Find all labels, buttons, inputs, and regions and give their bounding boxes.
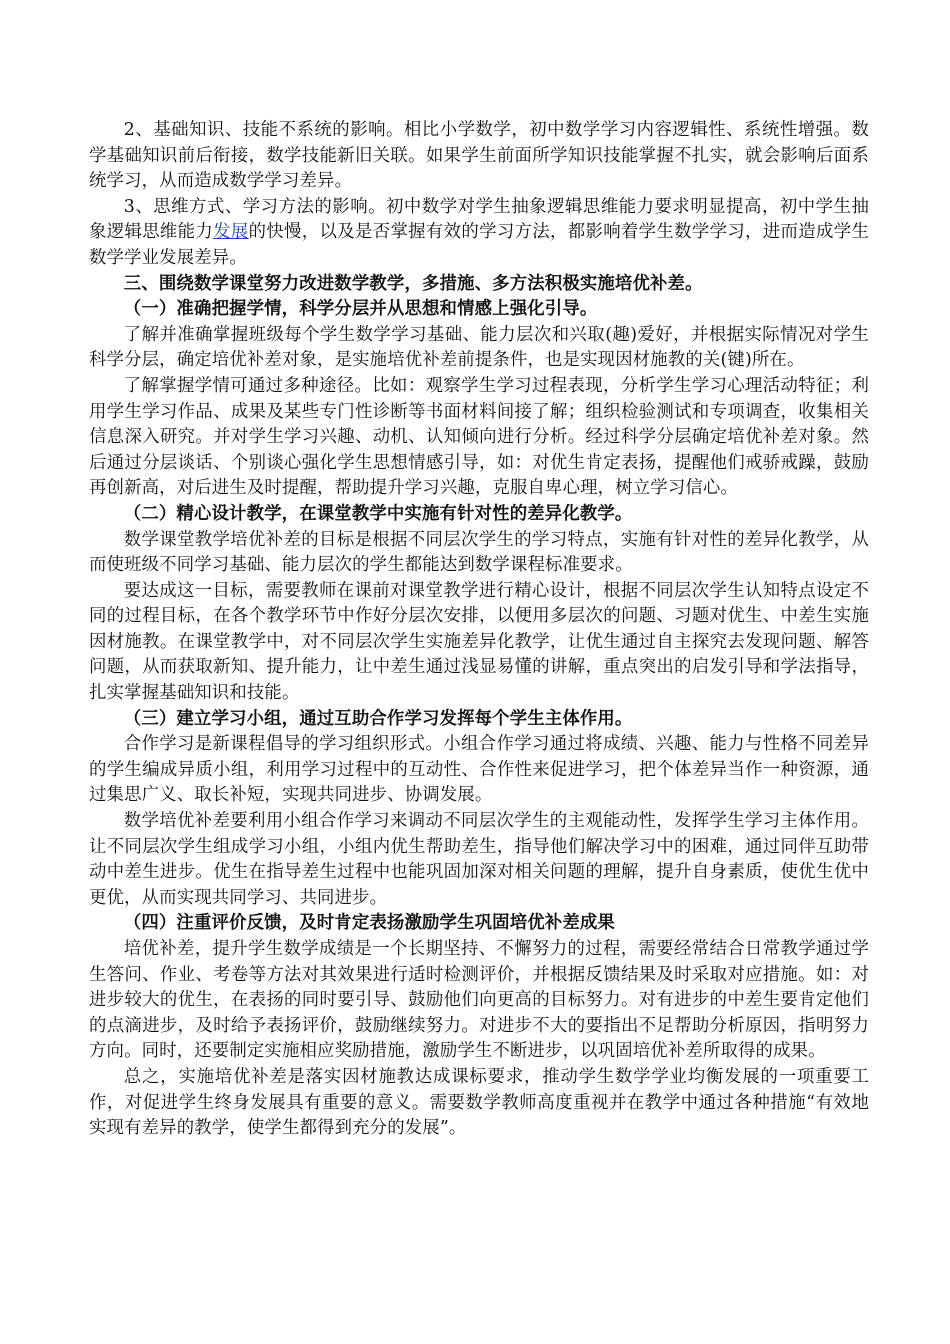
- paragraph-basic-knowledge: 2、基础知识、技能不系统的影响。相比小学数学，初中数学学习内容逻辑性、系统性增强。数学基础知识前后衔接，数学技能新旧关联。如果学生前面所学知识技能掌握不扎实，就会影响后面系统学习，从而造成数学学习差异。: [89, 120, 869, 192]
- subheading-four: （四）注重评价反馈，及时肯定表扬激励学生巩固培优补差成果: [123, 913, 615, 934]
- paragraph-lesson-design: 要达成这一目标，需要教师在课前对课堂教学进行精心设计，根据不同层次学生认知特点设定不同的过程目标，在各个教学环节中作好分层次安排，以便用多层次的问题、习题对优生、中差生实施因材施教。在课堂教学中，对不同层次学生实施差异化教学，让优生通过自主探究去发现问题、解答问题，从而获取新知、提升能力，让中差生通过浅显易懂的讲解，重点突出的启发引导和学法指导，扎实掌握基础知识和技能。: [89, 580, 869, 704]
- section-heading-three: 三、围绕数学课堂努力改进数学教学，多措施、多方法积极实施培优补差。: [123, 273, 703, 294]
- paragraph-thinking-methods: [89, 195, 869, 272]
- paragraph-teaching-goal: 数学课堂教学培优补差的目标是根据不同层次学生的学习特点，实施有针对性的差异化教学，从而使班级不同学习基础、能力层次的学生都能达到数学课程标准要求。: [89, 529, 869, 576]
- subheading-three: （三）建立学习小组，通过互助合作学习发挥每个学生主体作用。: [123, 708, 633, 729]
- paragraph-cooperative-learning: 合作学习是新课程倡导的学习组织形式。小组合作学习通过将成绩、兴趣、能力与性格不同差异的学生编成异质小组，利用学习过程中的互动性、合作性来促进学习，把个体差异当作一种资源，通过集思广义、取长补短，实现共同进步、协调发展。: [89, 734, 869, 806]
- paragraph-learning-situation: 了解掌握学情可通过多种途径。比如：观察学生学习过程表现，分析学生学习心理活动特征；利用学生学习作品、成果及某些专门性诊断等书面材料间接了解；组织检验测试和专项调查，收集相关信息深入研究。并对学生学习兴趣、动机、认知倾向进行分析。经过科学分层确定培优补差对象。然后通过分层谈话、个别谈心强化学生思想情感引导，如：对优生肯定表扬，提醒他们戒骄戒躁，鼓励再创新高，对后进生及时提醒，帮助提升学习兴趣，克服自卑心理，树立学习信心。: [89, 375, 869, 499]
- subheading-two: （二）精心设计教学，在课堂教学中实施有针对性的差异化教学。: [123, 503, 633, 524]
- paragraph-understand-students: 了解并准确掌握班级每个学生数学学习基础、能力层次和兴取(趣)爱好，并根据实际情况对学生科学分层，确定培优补差对象，是实施培优补差前提条件，也是实现因材施教的关(键)所在。: [89, 324, 869, 371]
- paragraph-conclusion: 总之，实施培优补差是落实因材施教达成课标要求，推动学生数学学业均衡发展的一项重要工作，对促进学生终身发展具有重要的意义。需要数学教师高度重视并在教学中通过各种措施“有效地实现有差异的教学，使学生都得到充分的发展”。: [89, 1066, 869, 1139]
- paragraph-group-learning: 数学培优补差要利用小组合作学习来调动不同层次学生的主观能动性，发挥学生学习主体作用。让不同层次学生组成学习小组，小组内优生帮助差生，指导他们解决学习中的困难，通过同伴互助带动中差生进步。优生在指导差生过程中也能巩固加深对相关问题的理解，提升自身素质，使优生优中更优，从而实现共同学习、共同进步。: [89, 811, 869, 908]
- development-link[interactable]: 发展: [213, 222, 249, 243]
- paragraph-text: 的快慢，以及是否掌握有效的学习方法，都影响着学生数学学习，进而造成学生数学学业发展差异。: [89, 222, 869, 268]
- paragraph-text: 3、思维方式、学习方法的影响。初中数学对学生抽象逻辑思维能力要求明显提高，初中学生抽象逻辑思维能力: [89, 196, 869, 243]
- document-body: [89, 118, 869, 1142]
- paragraph-evaluation-feedback: 培优补差，提升学生数学成绩是一个长期坚持、不懈努力的过程，需要经常结合日常教学通过学生答问、作业、考卷等方法对其效果进行适时检测评价，并根据反馈结果及时采取对应措施。如：对进步较大的优生，在表扬的同时要引导、鼓励他们向更高的目标努力。对有进步的中差生要肯定他们的点滴进步，及时给予表扬评价，鼓励继续努力。对进步不大的要指出不足帮助分析原因，指明努力方向。同时，还要制定实施相应奖励措施，激励学生不断进步，以巩固培优补差所取得的成果。: [89, 939, 869, 1062]
- subheading-one: （一）准确把握学情，科学分层并从思想和情感上强化引导。: [123, 299, 598, 320]
